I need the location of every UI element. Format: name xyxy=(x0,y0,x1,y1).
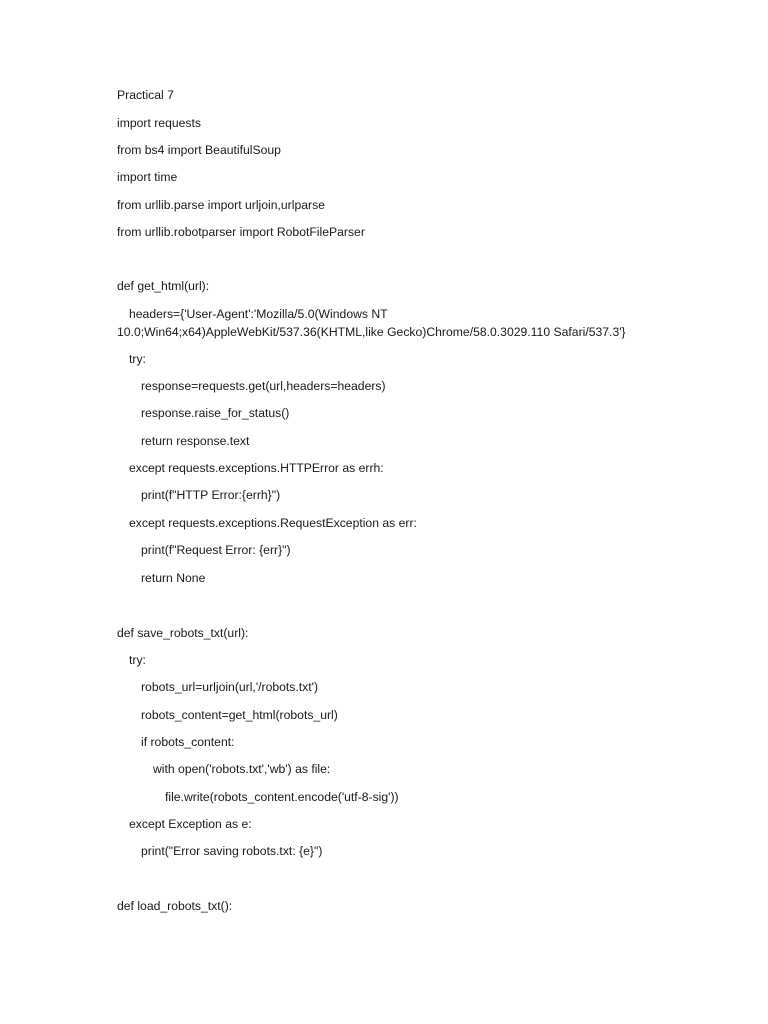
code-line: robots_url=urljoin(url,'/robots.txt') xyxy=(141,680,319,694)
document-title: Practical 7 xyxy=(117,88,174,102)
code-line: import requests xyxy=(117,116,201,130)
code-line: from urllib.robotparser import RobotFileParser xyxy=(117,225,365,239)
code-line: response=requests.get(url,headers=headers) xyxy=(141,379,386,393)
code-line: response.raise_for_status() xyxy=(141,406,290,420)
code-line: except requests.exceptions.HTTPError as errh: xyxy=(129,461,384,475)
code-line: if robots_content: xyxy=(141,735,235,749)
code-line: robots_content=get_html(robots_url) xyxy=(141,708,338,722)
code-line: def save_robots_txt(url): xyxy=(117,626,249,640)
code-line: import time xyxy=(117,170,178,184)
code-line: print(f"HTTP Error:{errh}") xyxy=(141,488,281,502)
code-line: try: xyxy=(129,352,146,366)
code-line: except Exception as e: xyxy=(129,817,252,831)
code-line: return response.text xyxy=(141,434,250,448)
code-line: def get_html(url): xyxy=(117,279,210,293)
code-line: from urllib.parse import urljoin,urlparse xyxy=(117,198,325,212)
code-line: print("Error saving robots.txt: {e}") xyxy=(141,844,323,858)
code-line: return None xyxy=(141,571,206,585)
code-line: try: xyxy=(129,653,146,667)
code-line: headers={'User-Agent':'Mozilla/5.0(Windows NT 10.0;Win64;x64)AppleWebKit/537.36(KHTML,like Gecko)Chrome/58.0.3029.110 Safari/537.3'} xyxy=(117,307,626,339)
code-line: with open('robots.txt','wb') as file: xyxy=(153,762,331,776)
code-line: file.write(robots_content.encode('utf-8-sig')) xyxy=(165,790,399,804)
code-line: def load_robots_txt(): xyxy=(117,899,233,913)
code-line: from bs4 import BeautifulSoup xyxy=(117,143,281,157)
code-line: print(f"Request Error: {err}") xyxy=(141,543,291,557)
code-line: except requests.exceptions.RequestException as err: xyxy=(129,516,417,530)
